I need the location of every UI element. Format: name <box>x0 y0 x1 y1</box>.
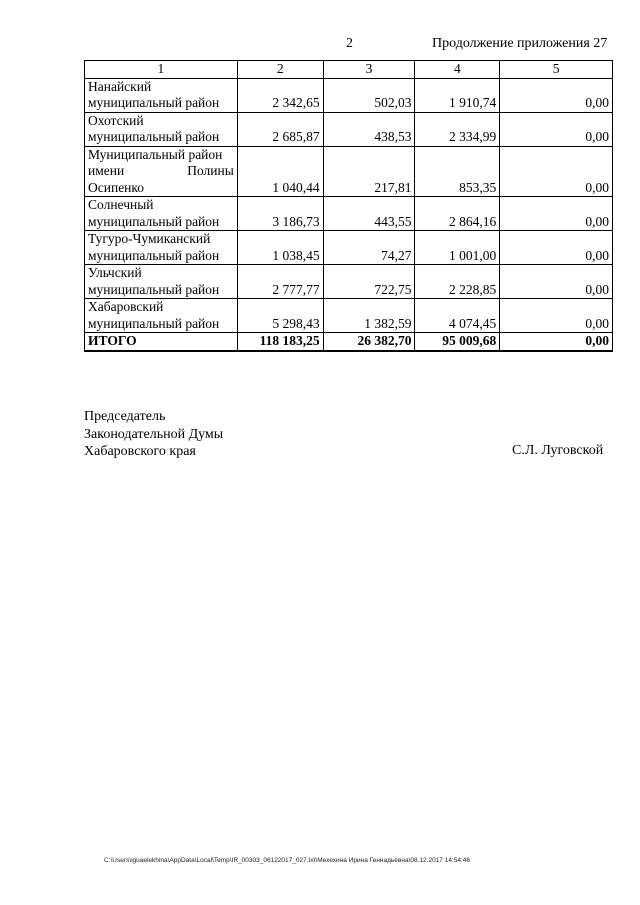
name-line: Охотский <box>88 112 144 128</box>
table-row <box>85 78 613 112</box>
cell-col4: 1 910,74 <box>415 78 500 112</box>
name-line: Солнечный <box>88 197 154 212</box>
cell-col3: 502,03 <box>323 78 415 112</box>
column-header: 1 <box>85 61 238 79</box>
district-name <box>85 265 238 299</box>
cell-col2: 1 040,44 <box>237 146 323 197</box>
cell-col5: 0,00 <box>500 265 613 299</box>
cell-col3: 1 382,59 <box>323 299 415 333</box>
table-row <box>85 197 613 231</box>
table-row <box>85 265 613 299</box>
signatory-title-line: Законодательной Думы <box>84 426 224 442</box>
cell-col5: 0,00 <box>500 197 613 231</box>
district-name <box>85 197 238 231</box>
cell-col2: 1 038,45 <box>237 231 323 265</box>
name-line: Нанайский <box>88 78 152 94</box>
cell-col2: 2 342,65 <box>237 78 323 112</box>
name-line: муниципальный район <box>88 213 220 229</box>
continuation-label: Продолжение приложения 27 <box>432 36 608 51</box>
cell-col3: 438,53 <box>323 112 415 146</box>
cell-col4: 2 228,85 <box>415 265 500 299</box>
signatory-title-line: Председатель <box>84 409 166 424</box>
total-row <box>85 333 613 351</box>
total-col5: 0,00 <box>500 333 613 351</box>
signatory-title-line: Хабаровского края <box>84 444 196 459</box>
total-col2: 118 183,25 <box>237 333 323 351</box>
cell-col2: 2 685,87 <box>237 112 323 146</box>
table-row <box>85 146 613 197</box>
cell-col3: 443,55 <box>323 197 415 231</box>
district-name <box>85 299 238 333</box>
cell-col4: 853,35 <box>415 146 500 197</box>
column-header: 2 <box>237 61 323 79</box>
signature-block <box>84 408 223 461</box>
column-header: 3 <box>323 61 415 79</box>
table-row <box>85 299 613 333</box>
name-line: муниципальный район <box>88 247 220 263</box>
cell-col3: 722,75 <box>323 265 415 299</box>
cell-col5: 0,00 <box>500 299 613 333</box>
name-line: муниципальный район <box>88 129 220 144</box>
data-table <box>84 60 613 352</box>
name-line: Хабаровский <box>88 299 164 314</box>
page-number: 2 <box>346 36 353 51</box>
cell-col5: 0,00 <box>500 112 613 146</box>
cell-col4: 2 334,99 <box>415 112 500 146</box>
cell-col5: 0,00 <box>500 231 613 265</box>
name-line-justified <box>88 163 234 180</box>
column-header: 5 <box>500 61 613 79</box>
total-col3: 26 382,70 <box>323 333 415 351</box>
district-name <box>85 231 238 265</box>
table-row <box>85 112 613 146</box>
name-line: Тугуро-Чумиканский <box>88 231 211 246</box>
cell-col5: 0,00 <box>500 78 613 112</box>
district-name <box>85 78 238 112</box>
cell-col5: 0,00 <box>500 146 613 197</box>
cell-col4: 1 001,00 <box>415 231 500 265</box>
cell-col3: 74,27 <box>323 231 415 265</box>
cell-col4: 2 864,16 <box>415 197 500 231</box>
district-name <box>85 112 238 146</box>
cell-col4: 4 074,45 <box>415 299 500 333</box>
table-row <box>85 231 613 265</box>
name-line: муниципальный район <box>88 95 220 110</box>
district-name <box>85 146 238 197</box>
cell-col2: 5 298,43 <box>237 299 323 333</box>
total-col4: 95 009,68 <box>415 333 500 351</box>
name-line: Муниципальный район <box>88 146 223 162</box>
name-line: муниципальный район <box>88 315 220 331</box>
cell-col2: 3 186,73 <box>237 197 323 231</box>
cell-col3: 217,81 <box>323 146 415 197</box>
column-header: 4 <box>415 61 500 79</box>
name-line: Осипенко <box>88 179 145 195</box>
name-word: Полины <box>187 163 234 178</box>
name-word: имени <box>88 163 125 178</box>
total-label: ИТОГО <box>85 333 238 351</box>
name-line: муниципальный район <box>88 281 220 297</box>
cell-col2: 2 777,77 <box>237 265 323 299</box>
signatory-name: С.Л. Луговской <box>512 443 604 458</box>
file-path-footer: C:\Users\iguaelekhina\AppData\Local\Temp\IR_00303_06122017_027.txt\Мехехина Ирина Геннадьевна\08.12.2017 14:54:46 <box>104 857 471 864</box>
table-header-row <box>85 61 613 79</box>
name-line: Ульчский <box>88 265 142 280</box>
